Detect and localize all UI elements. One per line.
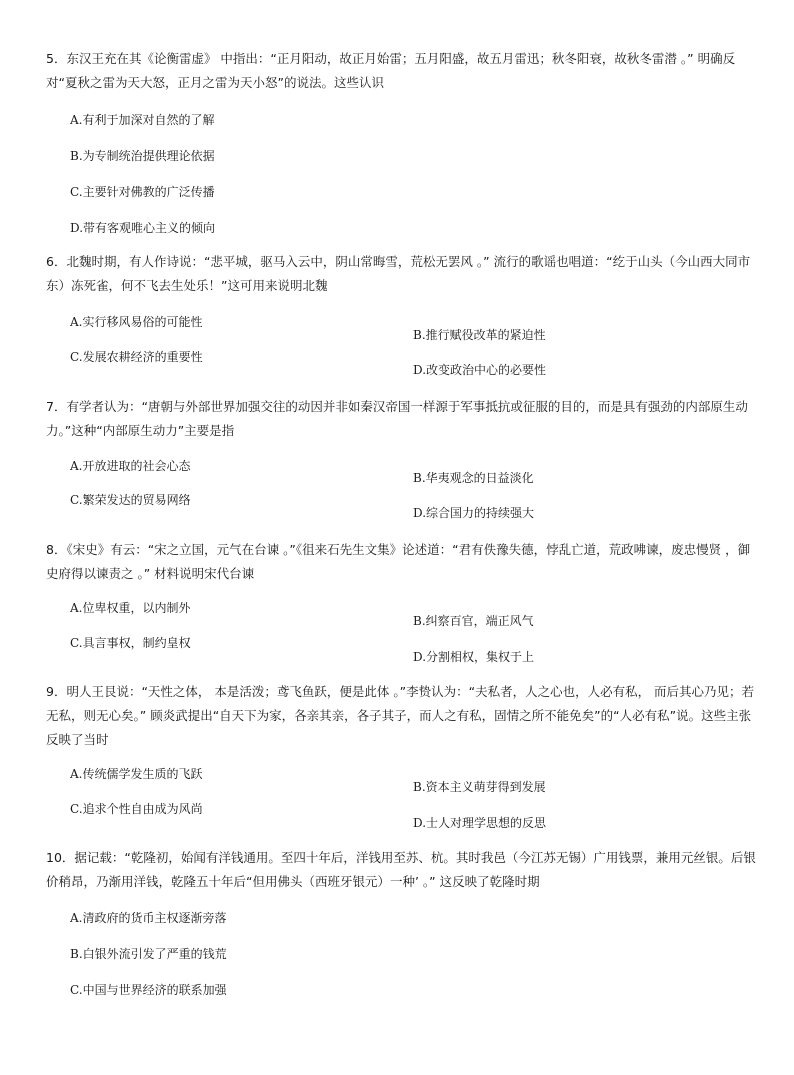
question-10-option-c: C.中国与世界经济的联系加强 bbox=[70, 983, 227, 997]
question-8-option-a: A.位卑权重，以内制外 bbox=[70, 601, 191, 615]
question-6-option-d: D.改变政治中心的必要性 bbox=[413, 363, 547, 377]
question-5-option-b: B.为专制统治提供理论依据 bbox=[70, 149, 215, 163]
question-9-option-b: B.资本主义萌芽得到发展 bbox=[413, 780, 546, 794]
question-10-option-a: A.清政府的货币主权逐渐旁落 bbox=[70, 911, 227, 925]
question-5-stem: 5．东汉王充在其《论衡雷虚》 中指出：“正月阳动，故正月始雷；五月阳盛，故五月雷迅；秋冬阳衰，故秋冬雷潜 。” 明确反对“夏秋之雷为天大怒，正月之雷为天小怒”的说法。这些认识 bbox=[46, 51, 736, 90]
question-10-option-b: B.白银外流引发了严重的钱荒 bbox=[70, 947, 227, 961]
question-7-option-a: A.开放进取的社会心态 bbox=[70, 459, 191, 473]
question-9-stem: 9．明人王艮说：“天性之体， 本是活泼；鸢飞鱼跃，便是此体 。”李贽认为：“夫私者，人之心也，人必有私， 而后其心乃见；若无私，则无心矣。” 顾炎武提出“自天下为家，各亲其亲，各子其子，而人之有私，固情之所不能免矣”的“人必有私”说。这些主张反映了当时 bbox=[46, 684, 755, 747]
question-7-option-c: C.繁荣发达的贸易网络 bbox=[70, 493, 191, 507]
question-6-option-b: B.推行赋役改革的紧迫性 bbox=[413, 328, 546, 342]
question-8-option-d: D.分割相权，集权于上 bbox=[413, 650, 535, 664]
question-9-option-d: D.士人对理学思想的反思 bbox=[413, 816, 547, 830]
question-5-option-d: D.带有客观唯心主义的倾向 bbox=[70, 221, 216, 235]
question-8-option-c: C.具言事权，制约皇权 bbox=[70, 636, 191, 650]
question-7-option-d: D.综合国力的持续强大 bbox=[413, 506, 535, 520]
question-9-option-a: A.传统儒学发生质的飞跃 bbox=[70, 767, 203, 781]
question-9-option-c: C.追求个性自由成为风尚 bbox=[70, 802, 203, 816]
question-7-stem: 7．有学者认为：“唐朝与外部世界加强交往的动因并非如秦汉帝国一样源于军事抵抗或征服的目的，而是具有强劲的内部原生动力。”这种“内部原生动力”主要是指 bbox=[46, 399, 748, 438]
question-8-option-b: B.纠察百官，端正风气 bbox=[413, 614, 534, 628]
question-8-stem: 8．《宋史》有云：“宋之立国，元气在台谏 。”《徂来石先生文集》论述道：“君有佚豫失德，悖乱亡道，荒政咈谏，废忠慢贤 ，御史府得以谏责之 。” 材料说明宋代台谏 bbox=[46, 542, 751, 581]
question-5-option-c: C.主要针对佛教的广泛传播 bbox=[70, 185, 215, 199]
question-7-option-b: B.华夷观念的日益淡化 bbox=[413, 471, 534, 485]
question-6-option-a: A.实行移风易俗的可能性 bbox=[70, 315, 203, 329]
question-6-option-c: C.发展农耕经济的重要性 bbox=[70, 350, 203, 364]
question-6-stem: 6．北魏时期，有人作诗说：“悲平城，驱马入云中，阴山常晦雪，荒松无罢风 。” 流行的歌谣也唱道：“纥于山头（今山西大同市东）冻死雀，何不飞去生处乐！”这可用来说明北魏 bbox=[46, 254, 751, 293]
question-10-stem: 10．据记载：“乾隆初，始闻有洋钱通用。至四十年后，洋钱用至苏、杭。其时我邑（今江苏无锡）广用钱票，兼用元丝银。后银价稍昂，乃渐用洋钱，乾隆五十年后“但用佛头（西班牙银元）一种’ 。” 这反映了乾隆时期 bbox=[46, 850, 756, 889]
question-5-option-a: A.有利于加深对自然的了解 bbox=[70, 113, 215, 127]
